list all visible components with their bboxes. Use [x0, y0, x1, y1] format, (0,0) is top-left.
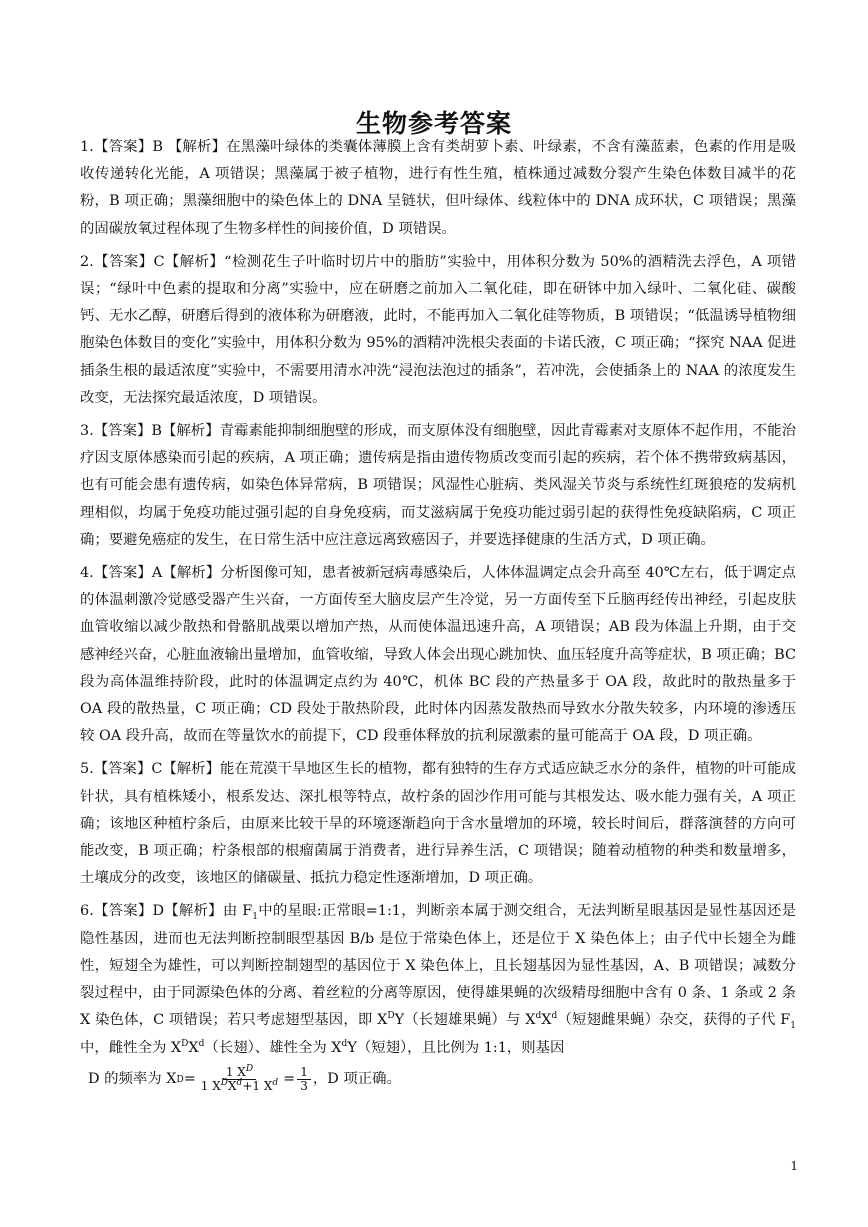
superscript: d: [551, 1011, 558, 1022]
answer-label: 【答案】B: [93, 139, 163, 155]
text-segment: （长翅）、雄性全为 X: [204, 1039, 342, 1056]
fraction-result: [297, 1066, 311, 1093]
formula-prefix: D 的频率为 X: [88, 1071, 177, 1088]
answer-label: 【答案】A: [93, 565, 163, 582]
answer-item-4: [80, 560, 796, 750]
analysis-label: 【解析】: [162, 565, 221, 582]
analysis-text: “检测花生子叶临时切片中的脂肪”实验中，用体积分数为 50%的酒精洗去浮色，A 项错误；“绿叶中色素的提取和分离”实验中，应在研磨之前加入二氧化硅，即在研钵中加入绿叶、二氧化硅、碳酸钙、无水乙醇，研磨后得到的液体称为研磨液，此时，不能再加入二氧化硅等物质，B 项错误；“低温诱导植物细胞染色体数目的变化”实验中，用体积分数为 95%的酒精冲洗根尖表面的卡诺氏液，C 项正确；“探究 NAA 促进插条生根的最适浓度”实验中，不需要用清水冲洗“浸泡法泡过的插条”，若冲洗，会使插条上的 NAA 的浓度发生改变，无法探究最适浓度，D 项错误。: [80, 253, 796, 406]
answer-label: 【答案】C: [93, 761, 163, 778]
fraction-denominator: [198, 1080, 281, 1093]
answer-label: 【答案】D: [93, 903, 165, 920]
equals-sign: =: [183, 1071, 196, 1088]
answer-item-5: [80, 756, 796, 892]
denominator-text: X: [228, 1079, 237, 1094]
item-number: 3.: [80, 423, 94, 440]
superscript: d: [236, 1078, 243, 1089]
superscript: d: [535, 1011, 542, 1022]
denominator-text: +1 X: [242, 1079, 273, 1094]
answer-item-2: [80, 249, 796, 412]
item-number: 2.: [80, 253, 94, 270]
superscript: d: [198, 1038, 205, 1049]
text-segment: Y（短翅），且比例为 1:1，则基因: [347, 1039, 565, 1056]
answer-label: 【答案】C: [93, 253, 165, 270]
fraction-xd: [198, 1066, 281, 1093]
item-number: 6.: [80, 903, 94, 920]
answer-item-1: [80, 134, 796, 243]
analysis-label: 【解析】: [164, 253, 225, 270]
item-number: 4.: [80, 565, 94, 582]
analysis-label: 【解析】: [167, 139, 227, 155]
page-title: 生物参考答案: [355, 109, 512, 138]
equals-sign: =: [283, 1071, 296, 1088]
text-segment: （短翅雌果蝇）杂交，获得的子代 F: [557, 1012, 791, 1029]
answer-item-3: [80, 418, 796, 554]
analysis-label: 【解析】: [161, 423, 220, 440]
fraction-numerator: 1: [297, 1066, 311, 1080]
item-number: 1.: [80, 139, 94, 155]
analysis-text: 分析图像可知，患者被新冠病毒感染后，人体体温调定点会升高至 40℃左右，低于调定点的体温刺激冷觉感受器产生兴奋，一方面传至大脑皮层产生冷觉，另一方面传至下丘脑再经传出神经，引起皮肤血管收缩以减少散热和骨骼肌战栗以增加产热，从而使体温迅速升高，A 项错误；AB 段为体温上升期，由于交感神经兴奋，心脏血液输出量增加，血管收缩，导致人体会出现心跳加快、血压轻度升高等症状，B 项正确；BC 段为高体温维持阶段，此时的体温调定点约为 40℃，机体 BC 段的产热量多于 OA 段，故此时的散热量多于 OA 段的散热量，C 项正确；CD 段处于散热阶段，此时体内因蒸发散热而导致水分散失较多，内环境的渗透压较 OA 段升高，故而在等量饮水的前提下，CD 段垂体释放的抗利尿激素的量可能高于 OA 段，D 项正确。: [80, 565, 796, 745]
text-segment: 中，雌性全为 X: [80, 1039, 182, 1056]
superscript: D: [245, 1064, 254, 1075]
subscript: 1: [252, 912, 258, 923]
answer-label: 【答案】B: [93, 423, 162, 440]
fraction-denominator: 3: [300, 1079, 308, 1094]
formula-suffix: ，D 项正确。: [312, 1071, 401, 1088]
superscript: D: [387, 1011, 395, 1022]
superscript: D: [181, 1038, 189, 1049]
numerator-text: 1 X: [225, 1065, 246, 1080]
text-segment: X: [188, 1039, 199, 1056]
analysis-label: 【解析】: [162, 761, 220, 778]
superscript: d: [341, 1038, 348, 1049]
superscript: d: [272, 1078, 279, 1089]
answer-item-6: [80, 898, 796, 1095]
analysis-text: 能在荒漠干旱地区生长的植物，都有独特的生存方式适应缺乏水分的条件，植物的叶可能成针状，具有植株矮小，根系发达、深扎根等特点，故柠条的固沙作用可能与其根发达、吸水能力强有关，A 项正确；该地区种植柠条后，由原来比较干旱的环境逐渐趋向于含水量增加的环境，较长时间后，群落演替的方向可能改变，B 项正确；柠条根部的根瘤菌属于消费者，进行异养生活，C 项错误；随着动植物的种类和数量增多，土壤成分的改变，该地区的储碳量、抵抗力稳定性逐渐增加，D 项正确。: [80, 761, 796, 887]
text-segment: Y（长翅雄果蝇）与 X: [394, 1012, 536, 1029]
page-number: 1: [790, 1159, 798, 1173]
subscript: 1: [790, 1021, 796, 1032]
text-segment: 中的星眼:正常眼=1:1，判断亲本属于测交组合，无法判断星眼基因是显性基因还是隐性基因，进而也无法判断控制眼型基因 B/b 是位于常染色体上，还是位于 X 染色体上；由子代中长翅全为雌性，短翅全为雄性，可以判断控制翅型的基因位于 X 染色体上，且长翅基因为显性基因，A、B 项错误；减数分裂过程中，由于同源染色体的分离、着丝粒的分离等原因，使得雄果蝇的次级精母细胞中含有 0 条、1 条或 2 条 X 染色体，C 项错误；若只考虑翅型基因，即 X: [80, 903, 796, 1029]
text-segment: 由 F: [222, 903, 253, 920]
analysis-label: 【解析】: [164, 903, 223, 920]
analysis-text: 青霉素能抑制细胞壁的形成，而支原体没有细胞壁，因此青霉素对支原体不起作用，不能治疗因支原体感染而引起的疾病，A 项正确；遗传病是指由遗传物质改变而引起的疾病，若个体不携带致病基因，也有可能会患有遗传病，如染色体异常病，B 项错误；风湿性心脏病、类风湿关节炎与系统性红斑狼疮的发病机理相似，均属于免疫功能过强引起的自身免疫病，而艾滋病属于免疫功能过弱引起的获得性免疫缺陷病，C 项正确；要避免癌症的发生，在日常生活中应注意远离致癌因子，并要选择健康的生活方式，D 项正确。: [80, 423, 796, 548]
item-number: 5.: [80, 761, 94, 778]
analysis-text: 在黑藻叶绿体的类囊体薄膜上含有类胡萝卜素、叶绿素，不含有藻蓝素，色素的作用是吸收传递转化光能，A 项错误；黑藻属于被子植物，进行有性生殖，植株通过减数分裂产生染色体数目减半的花粉，B 项正确；黑藻细胞中的染色体上的 DNA 呈链状，但叶绿体、线粒体中的 DNA 成环状，C 项错误；黑藻的固碳放氧过程体现了生物多样性的间接价值，D 项错误。: [80, 139, 797, 237]
superscript: D: [220, 1078, 228, 1089]
frequency-formula: D 的频率为 X D = $\frac{1 X^D}{1 X^DX^d+1 X^d}$ = $\frac{1}{3}$ ，D 项正确。: [88, 1064, 401, 1094]
text-segment: X: [541, 1012, 552, 1029]
answer-list: [80, 134, 796, 1098]
denominator-text: 1 X: [200, 1079, 221, 1094]
answer-6-body: [80, 898, 796, 1061]
